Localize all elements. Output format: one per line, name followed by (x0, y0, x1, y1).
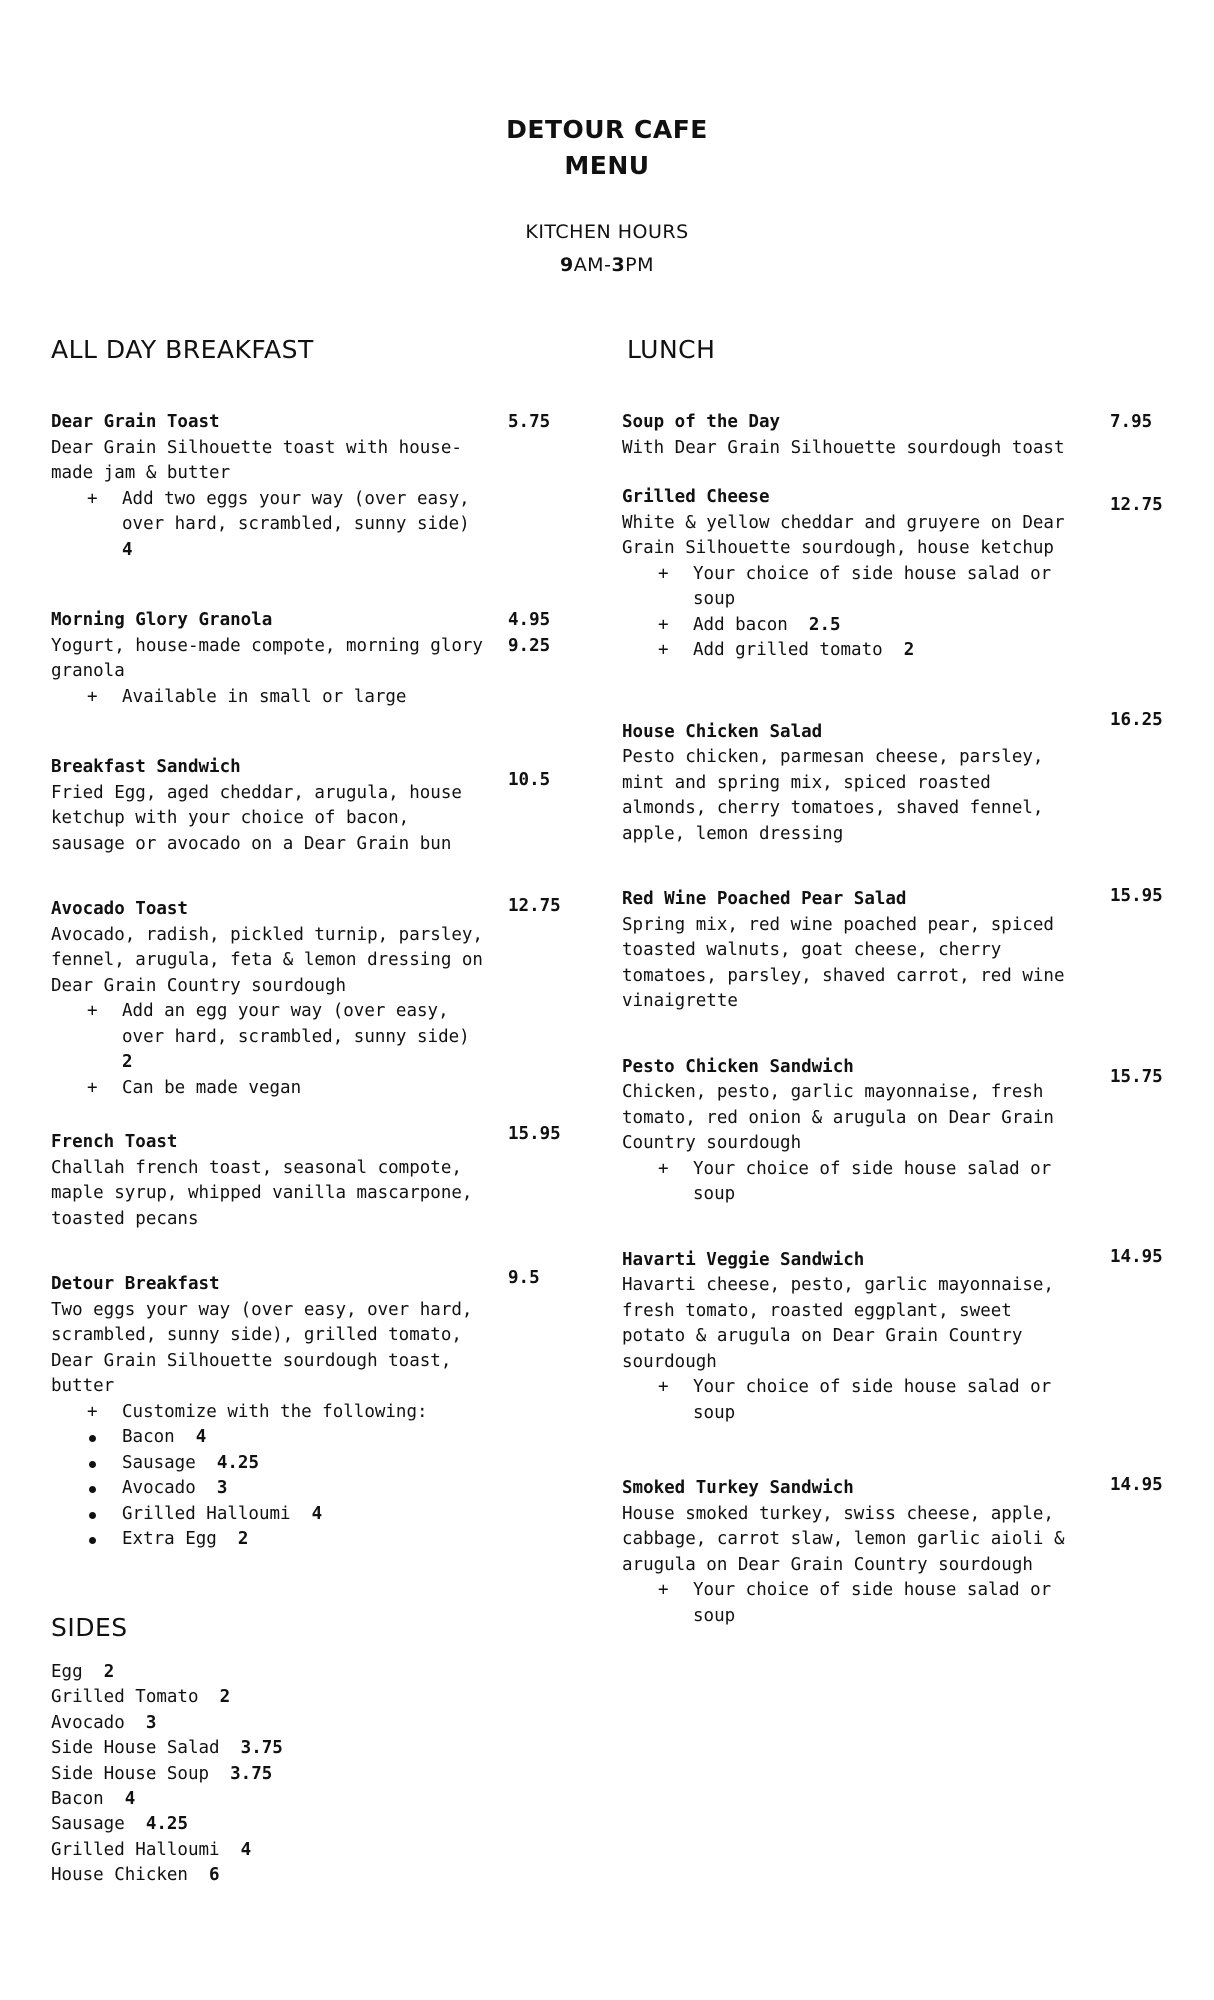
addon-item (622, 638, 1053, 664)
bullet-icon (89, 1537, 96, 1544)
hours-close-number: 3 (611, 254, 626, 276)
side-price: 2 (219, 1687, 231, 1708)
addon-item (622, 1578, 1053, 1629)
addon-price: 2.5 (808, 614, 841, 635)
item-price: 16.25 (1110, 709, 1163, 730)
item-name: House Chicken Salad (622, 721, 823, 742)
bullet-icon (89, 1512, 96, 1519)
item-addons (51, 1400, 571, 1553)
item-description: Avocado, radish, pickled turnip, parsley, fennel, arugula, feta & lemon dressing on Dear Grain Country sourdough (51, 924, 483, 996)
side-item (51, 1685, 283, 1710)
item-name: Red Wine Poached Pear Salad (622, 889, 907, 909)
item-addons (51, 999, 571, 1101)
item-addons (622, 1578, 1172, 1629)
bullet-icon (89, 1461, 96, 1468)
side-price: 4 (240, 1839, 252, 1860)
item-price: 12.75 (1110, 495, 1163, 515)
addon-item (622, 1375, 1053, 1426)
side-item (51, 1838, 283, 1863)
addon-text: Your choice of side house salad or soup (693, 1377, 1052, 1423)
sides-section-title: SIDES (51, 1613, 128, 1642)
lunch-section-title: LUNCH (627, 335, 716, 364)
item-description: Pesto chicken, parmesan cheese, parsley, mint and spring mix, spiced roasted almonds, cherry tomatoes, shaved fennel, apple, lemon dressing (622, 747, 1044, 844)
side-item (51, 1863, 283, 1888)
menu-item-dear-grain-toast (51, 410, 571, 563)
menu-item-detour-breakfast (51, 1268, 571, 1553)
item-name: Pesto Chicken Sandwich (622, 1056, 854, 1077)
bullet-icon (89, 1435, 96, 1442)
plus-icon: + (658, 563, 669, 584)
item-price: 14.95 (1110, 1475, 1163, 1495)
item-price: 15.95 (508, 1124, 561, 1144)
item-description: Dear Grain Silhouette toast with house-made jam & butter (51, 437, 462, 483)
item-price-large: 9.25 (508, 635, 551, 656)
item-name: Avocado Toast (51, 899, 188, 919)
option-label: Extra Egg (122, 1529, 217, 1549)
side-label: House Chicken (51, 1865, 188, 1886)
item-name: Breakfast Sandwich (51, 757, 241, 777)
item-name: Smoked Turkey Sandwich (622, 1478, 854, 1498)
breakfast-section-title: ALL DAY BREAKFAST (51, 335, 314, 364)
side-price: 4 (124, 1789, 136, 1810)
item-addons (622, 562, 1172, 664)
side-label: Sausage (51, 1814, 125, 1835)
side-item (51, 1660, 283, 1685)
option-label: Avocado (122, 1478, 196, 1498)
bullet-icon (89, 1486, 96, 1493)
item-name: Dear Grain Toast (51, 412, 220, 432)
addon-text: Available in small or large (122, 686, 407, 707)
option-price: 2 (237, 1529, 249, 1549)
item-description: Chicken, pesto, garlic mayonnaise, fresh tomato, red onion & arugula on Dear Grain Country sourdough (622, 1082, 1054, 1153)
item-name: Havarti Veggie Sandwich (622, 1249, 865, 1270)
item-price-pair (508, 608, 550, 659)
addon-price: 2 (122, 1052, 133, 1072)
addon-text: Your choice of side house salad or soup (693, 563, 1052, 609)
item-price: 15.75 (1110, 1066, 1163, 1087)
item-name: Morning Glory Granola (51, 610, 273, 630)
item-name: Detour Breakfast (51, 1274, 220, 1294)
item-name: Soup of the Day (622, 412, 781, 432)
kitchen-hours (0, 216, 1214, 282)
item-addons (622, 1157, 1172, 1208)
option-label: Bacon (122, 1427, 175, 1447)
item-description: With Dear Grain Silhouette sourdough toast (622, 437, 1065, 458)
addon-text: Add grilled tomato (693, 640, 883, 660)
plus-icon: + (658, 614, 669, 635)
item-description: House smoked turkey, swiss cheese, apple, cabbage, carrot slaw, lemon garlic aioli & arugula on Dear Grain Country sourdough (622, 1503, 1065, 1575)
menu-item-house-chicken-salad (622, 709, 1172, 848)
side-item (51, 1736, 283, 1761)
plus-icon: + (87, 686, 98, 707)
hours-open-suffix: AM- (573, 254, 612, 276)
item-price: 7.95 (1110, 412, 1153, 432)
item-price: 10.5 (508, 770, 551, 790)
plus-icon: + (658, 1377, 669, 1397)
side-label: Side House Soup (51, 1763, 210, 1784)
item-description: Yogurt, house-made compote, morning glory granola (51, 635, 483, 681)
menu-item-soup-of-the-day (622, 410, 1172, 461)
side-label: Side House Salad (51, 1738, 220, 1759)
side-item (51, 1711, 283, 1736)
addon-text: Add an egg your way (over easy, over hard, scrambled, sunny side) (122, 1001, 470, 1047)
item-name: Grilled Cheese (622, 487, 770, 507)
menu-item-morning-glory-granola (51, 608, 571, 710)
option-item (51, 1476, 482, 1502)
hours-open-number: 9 (559, 254, 574, 276)
side-price: 3.75 (240, 1738, 283, 1759)
option-label: Sausage (122, 1452, 196, 1473)
hours-close-suffix: PM (625, 254, 655, 276)
side-price: 4.25 (145, 1814, 188, 1835)
addon-item (622, 613, 1053, 639)
option-price: 3 (216, 1478, 228, 1498)
item-addons (51, 685, 571, 711)
option-item (51, 1502, 482, 1528)
item-description: White & yellow cheddar and gruyere on Dear Grain Silhouette sourdough, house ketchup (622, 512, 1065, 558)
option-item (51, 1425, 482, 1451)
item-description: Challah french toast, seasonal compote, maple syrup, whipped vanilla mascarpone, toasted pecans (51, 1157, 473, 1229)
item-name: French Toast (51, 1132, 178, 1152)
menu-item-breakfast-sandwich (51, 755, 571, 857)
addon-item (51, 685, 482, 711)
plus-icon: + (658, 640, 669, 660)
menu-header (0, 112, 1214, 282)
addon-price: 2 (903, 640, 915, 660)
addon-item (51, 487, 482, 564)
addon-text: Can be made vegan (122, 1077, 302, 1098)
plus-icon: + (87, 1401, 98, 1422)
plus-icon: + (658, 1158, 669, 1179)
kitchen-hours-time (0, 249, 1214, 282)
addon-text: Customize with the following: (122, 1401, 428, 1422)
side-price: 6 (209, 1865, 220, 1886)
option-price: 4 (195, 1427, 207, 1447)
addon-item (51, 1076, 482, 1102)
side-price: 2 (103, 1662, 115, 1682)
sides-section (51, 1610, 283, 1889)
menu-item-smoked-turkey-sandwich (622, 1476, 1172, 1629)
side-price: 3.75 (230, 1763, 273, 1784)
item-description: Spring mix, red wine poached pear, spiced toasted walnuts, goat cheese, cherry tomatoes, parsley, shaved carrot, red wine vinaigrette (622, 914, 1065, 1011)
kitchen-hours-label: KITCHEN HOURS (525, 221, 689, 243)
plus-icon: + (87, 1001, 98, 1021)
cafe-name: DETOUR CAFE (506, 115, 708, 144)
lunch-column (622, 332, 1172, 1629)
item-description: Two eggs your way (over easy, over hard, scrambled, sunny side), grilled tomato, Dear Grain Silhouette sourdough toast, butter (51, 1299, 473, 1396)
item-price: 12.75 (508, 896, 561, 916)
menu-item-avocado-toast (51, 897, 571, 1101)
plus-icon: + (87, 1077, 98, 1098)
addon-item (622, 1157, 1053, 1208)
menu-item-pesto-chicken-sandwich (622, 1055, 1172, 1208)
addon-item (622, 562, 1053, 613)
addon-text: Add two eggs your way (over easy, over hard, scrambled, sunny side) (122, 488, 470, 534)
option-label: Grilled Halloumi (122, 1503, 291, 1524)
addon-text: Your choice of side house salad or soup (693, 1580, 1052, 1626)
item-price: 5.75 (508, 412, 551, 432)
item-price: 14.95 (1110, 1246, 1163, 1267)
item-addons (622, 1375, 1172, 1426)
option-price: 4 (311, 1503, 323, 1524)
menu-item-french-toast (51, 1124, 571, 1232)
side-label: Grilled Tomato (51, 1687, 199, 1708)
item-price-small: 4.95 (508, 610, 551, 630)
addon-item (51, 999, 482, 1076)
item-description: Fried Egg, aged cheddar, arugula, house ketchup with your choice of bacon, sausage or avocado on a Dear Grain bun (51, 782, 462, 854)
option-item (51, 1451, 482, 1477)
plus-icon: + (658, 1580, 669, 1600)
plus-icon: + (87, 488, 98, 509)
addon-price: 4 (122, 539, 133, 560)
side-item (51, 1812, 283, 1837)
option-price: 4.25 (216, 1452, 259, 1473)
addon-text: Add bacon (693, 614, 788, 635)
option-item (51, 1527, 482, 1553)
menu-item-red-wine-poached-pear-salad (622, 887, 1172, 1015)
item-price: 9.5 (508, 1268, 540, 1288)
item-addons (51, 487, 571, 564)
side-price: 3 (145, 1712, 157, 1733)
menu-title: MENU (564, 151, 650, 180)
item-description: Havarti cheese, pesto, garlic mayonnaise, fresh tomato, roasted eggplant, sweet potato & arugula on Dear Grain Country sourdough (622, 1275, 1054, 1372)
side-label: Grilled Halloumi (51, 1839, 220, 1860)
addon-text: Your choice of side house salad or soup (693, 1158, 1052, 1204)
menu-item-grilled-cheese (622, 485, 1172, 664)
breakfast-column (51, 332, 571, 1553)
side-label: Egg (51, 1662, 83, 1682)
side-label: Bacon (51, 1789, 104, 1810)
side-item (51, 1787, 283, 1812)
item-price: 15.95 (1110, 886, 1163, 906)
side-label: Avocado (51, 1712, 125, 1733)
menu-item-havarti-veggie-sandwich (622, 1248, 1172, 1427)
addon-item (51, 1400, 482, 1426)
side-item (51, 1762, 283, 1787)
